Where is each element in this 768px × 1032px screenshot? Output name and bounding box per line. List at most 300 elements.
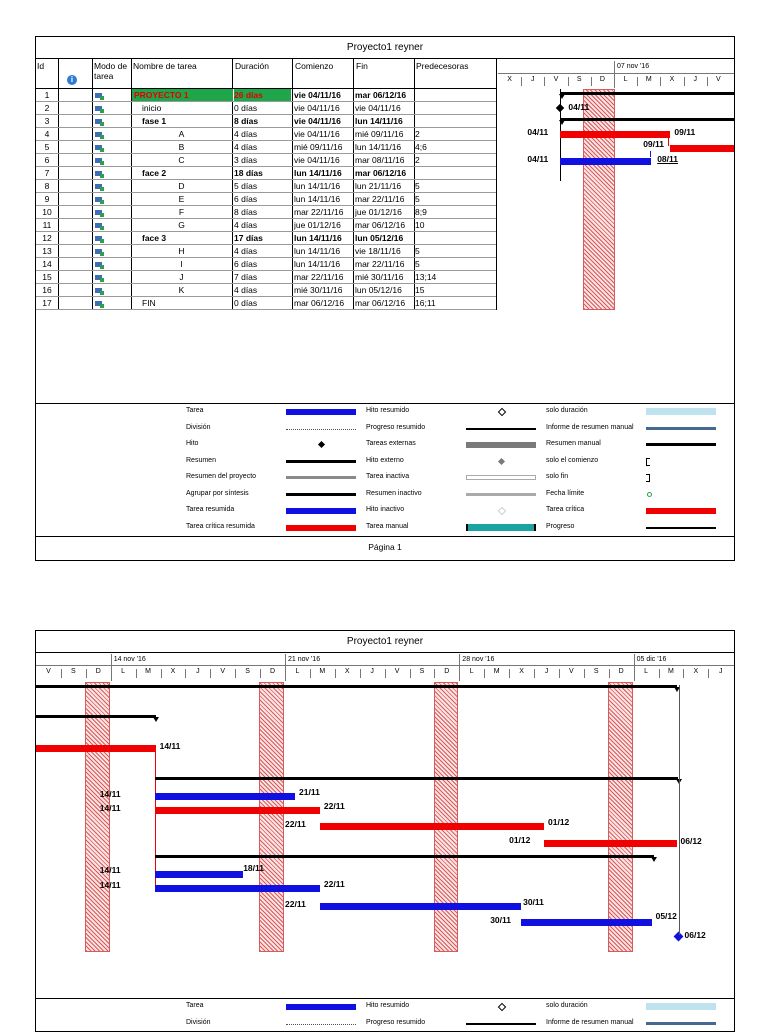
task-start: lun 14/11/16 xyxy=(294,259,341,269)
day-tick xyxy=(310,669,311,678)
legend-label: Resumen manual xyxy=(546,440,601,447)
day-label: S xyxy=(71,668,76,675)
dependency-link xyxy=(668,138,669,146)
legend-label: Tarea crítica resumida xyxy=(186,522,255,530)
day-label: J xyxy=(531,76,535,83)
day-tick xyxy=(684,77,685,86)
task-finish: mar 06/12/16 xyxy=(355,220,406,230)
day-label: X xyxy=(693,668,699,675)
task-duration: 4 días xyxy=(234,142,258,152)
manual-task-icon xyxy=(95,274,104,282)
legend-label: solo duración xyxy=(546,407,588,414)
legend-sample xyxy=(498,408,506,416)
task-finish: mar 08/11/16 xyxy=(355,155,405,165)
day-label: M xyxy=(319,668,326,675)
task-duration: 0 días xyxy=(234,103,258,113)
day-tick xyxy=(235,669,236,678)
task-duration: 0 días xyxy=(234,298,258,308)
bar-date-label: 06/12 xyxy=(680,836,702,846)
task-start: lun 14/11/16 xyxy=(294,181,341,191)
day-label: X xyxy=(669,76,675,83)
day-tick xyxy=(614,77,615,86)
table-row xyxy=(36,284,496,297)
legend-sample xyxy=(466,475,536,480)
legend-sample xyxy=(466,428,536,430)
day-label: V xyxy=(569,668,574,675)
day-label: L xyxy=(295,668,300,675)
day-label: J xyxy=(544,668,549,675)
day-label: J xyxy=(196,668,200,675)
task-predecessors: 5 xyxy=(415,181,420,191)
legend-sample xyxy=(286,429,356,430)
legend-sample xyxy=(286,409,356,415)
day-label: D xyxy=(95,668,101,675)
day-label: V xyxy=(716,76,721,83)
task-start: lun 14/11/16 xyxy=(294,246,341,256)
col-header-duration: Duración xyxy=(235,61,270,71)
table-column-divider xyxy=(496,59,497,310)
timescale-divider xyxy=(36,665,734,666)
task-bar-J xyxy=(320,903,521,910)
legend-sample xyxy=(286,493,356,496)
task-start: mar 22/11/16 xyxy=(294,272,344,282)
day-label: J xyxy=(370,668,374,675)
report-page-1 xyxy=(35,36,735,561)
bar-date-label: 14/11 xyxy=(99,803,121,813)
task-finish: lun 05/12/16 xyxy=(355,233,404,243)
table-row xyxy=(36,258,496,271)
table-row xyxy=(36,115,496,128)
bar-date-label: 30/11 xyxy=(490,915,511,925)
dependency-link xyxy=(155,751,156,887)
legend-label: Tarea inactiva xyxy=(366,473,410,480)
col-header-id: Id xyxy=(37,61,45,71)
phase1-summary-bar xyxy=(560,118,734,121)
day-tick xyxy=(634,669,635,678)
task-duration: 7 días xyxy=(234,272,258,282)
task-name: FIN xyxy=(142,298,156,308)
day-tick xyxy=(185,669,186,678)
task-start: mié 30/11/16 xyxy=(294,285,343,295)
task-name: C xyxy=(178,155,185,165)
task-start: vie 04/11/16 xyxy=(294,90,341,100)
task-bar-K xyxy=(521,919,652,926)
bar-date-label: 04/11 xyxy=(527,154,549,164)
manual-task-icon xyxy=(95,105,104,113)
bar-date-label: 22/11 xyxy=(323,879,345,889)
table-row xyxy=(36,206,496,219)
legend-label: Tarea xyxy=(186,1002,204,1009)
legend-label: solo duración xyxy=(546,1002,588,1009)
day-label: D xyxy=(599,76,605,83)
task-finish: mar 06/12/16 xyxy=(355,90,407,100)
legend-label: Progreso resumido xyxy=(366,1018,426,1026)
legend-label: Tarea resumida xyxy=(186,506,235,513)
day-tick xyxy=(410,669,411,678)
legend-sample xyxy=(646,1003,716,1010)
task-bar-H xyxy=(155,871,244,878)
day-label: M xyxy=(668,668,674,675)
day-tick xyxy=(707,77,708,86)
nonworking-time-shading xyxy=(85,682,110,952)
task-bar-D xyxy=(155,793,295,800)
bar-date-label: 22/11 xyxy=(285,819,306,829)
task-name: fase 1 xyxy=(142,116,167,126)
week-label: 07 nov '16 xyxy=(617,63,650,70)
task-duration: 4 días xyxy=(234,246,258,256)
summary-end-cap xyxy=(153,717,159,722)
task-id: 9 xyxy=(44,194,50,204)
manual-task-icon xyxy=(95,287,104,295)
day-tick xyxy=(335,669,336,678)
day-tick xyxy=(591,77,592,86)
task-id: 3 xyxy=(44,116,50,126)
task-duration: 3 días xyxy=(234,155,258,165)
legend-label: Tarea xyxy=(186,407,204,414)
table-row xyxy=(36,219,496,232)
legend-label: Hito resumido xyxy=(366,1002,410,1009)
day-tick xyxy=(683,669,684,678)
task-finish: vie 04/11/16 xyxy=(355,103,401,113)
phase1-summary-bar xyxy=(36,715,156,718)
day-label: X xyxy=(344,668,350,675)
task-duration: 4 días xyxy=(234,220,258,230)
table-row xyxy=(36,297,496,310)
timescale-divider xyxy=(498,73,734,74)
day-label: S xyxy=(576,76,582,83)
legend-label: División xyxy=(186,423,211,431)
task-id: 13 xyxy=(42,246,52,256)
task-name: inicio xyxy=(142,103,162,113)
milestone-diamond xyxy=(556,104,564,112)
day-tick xyxy=(360,669,361,678)
day-label: V xyxy=(46,668,51,675)
task-name: K xyxy=(178,285,185,295)
day-tick xyxy=(459,669,460,678)
legend-label: Hito resumido xyxy=(366,407,410,414)
table-row xyxy=(36,102,496,115)
manual-task-icon xyxy=(95,235,104,243)
task-start: vie 04/11/16 xyxy=(294,129,340,139)
day-label: V xyxy=(553,76,559,83)
day-tick xyxy=(161,669,162,678)
day-tick xyxy=(285,669,286,678)
legend-sample xyxy=(498,507,506,515)
project-summary-bar xyxy=(36,685,677,688)
report-title: Proyecto1 reyner xyxy=(346,42,424,53)
bar-date-label: 14/11 xyxy=(159,741,181,751)
task-start: jue 01/12/16 xyxy=(294,220,341,230)
task-name: B xyxy=(178,142,185,152)
page-footer: Página 1 xyxy=(368,542,402,552)
day-tick xyxy=(609,669,610,678)
task-id: 4 xyxy=(44,129,50,139)
manual-task-icon xyxy=(95,222,104,230)
task-start: lun 14/11/16 xyxy=(294,194,341,204)
col-header-start: Comienzo xyxy=(295,61,334,71)
phase2-summary-bar xyxy=(155,777,679,780)
table-row xyxy=(36,154,496,167)
task-name: I xyxy=(180,259,183,269)
critical-task-bar-G xyxy=(544,840,677,847)
task-finish: mié 09/11/16 xyxy=(355,129,404,139)
task-id: 12 xyxy=(42,233,52,243)
legend-sample xyxy=(646,508,716,514)
legend-sample xyxy=(646,1022,716,1025)
task-finish: mar 22/11/16 xyxy=(355,194,405,204)
day-tick xyxy=(509,669,510,678)
task-predecessors: 10 xyxy=(415,220,425,230)
bar-date-label: 04/11 xyxy=(527,127,549,137)
legend-sample xyxy=(498,457,505,464)
task-id: 17 xyxy=(42,298,52,308)
bar-date-label: 14/11 xyxy=(99,865,121,875)
task-duration: 6 días xyxy=(234,194,258,204)
bar-date-label: 09/11 xyxy=(674,127,696,137)
task-id: 6 xyxy=(44,155,50,165)
col-header-mode: Modo de tarea xyxy=(94,61,128,81)
task-duration: 8 días xyxy=(234,207,258,217)
table-row xyxy=(36,128,496,141)
task-predecessors: 5 xyxy=(415,194,420,204)
legend-label: Fecha límite xyxy=(546,489,585,497)
week-label: 05 dic '16 xyxy=(636,656,667,663)
day-label: D xyxy=(618,668,624,675)
week-label: 14 nov '16 xyxy=(113,656,146,663)
day-tick xyxy=(521,77,522,86)
bar-date-label: 14/11 xyxy=(99,880,121,890)
task-start: vie 04/11/16 xyxy=(294,116,341,126)
report-title-2: Proyecto1 reyner xyxy=(346,636,424,647)
task-finish: mié 30/11/16 xyxy=(355,272,404,282)
task-predecessors: 2 xyxy=(415,129,420,139)
day-tick xyxy=(111,669,112,678)
day-tick xyxy=(559,669,560,678)
task-finish: vie 18/11/16 xyxy=(355,246,401,256)
day-label: D xyxy=(444,668,450,675)
day-label: S xyxy=(419,668,425,675)
day-tick xyxy=(637,77,638,86)
task-name: D xyxy=(178,181,185,191)
bar-date-label: 22/11 xyxy=(285,899,306,909)
task-duration: 5 días xyxy=(234,181,258,191)
legend-label: Informe de resumen manual xyxy=(546,1018,634,1026)
task-bar-C xyxy=(560,158,651,165)
dependency-link xyxy=(650,151,651,157)
task-duration: 26 días xyxy=(234,89,291,101)
row-divider xyxy=(36,309,496,310)
task-id: 8 xyxy=(44,181,50,191)
legend-sample xyxy=(646,458,650,466)
task-start: vie 04/11/16 xyxy=(294,103,340,113)
legend-label: Agrupar por síntesis xyxy=(186,489,249,497)
day-label: S xyxy=(245,668,250,675)
task-duration: 8 días xyxy=(234,116,259,126)
day-tick xyxy=(136,669,137,678)
task-finish: lun 05/12/16 xyxy=(355,285,402,295)
day-tick xyxy=(660,77,661,86)
manual-task-icon xyxy=(95,261,104,269)
report-page-2 xyxy=(35,630,735,1032)
week-label: 21 nov '16 xyxy=(288,656,321,663)
day-label: L xyxy=(623,76,628,83)
manual-task-icon xyxy=(95,183,104,191)
legend-label: Informe de resumen manual xyxy=(546,423,634,431)
day-label: L xyxy=(644,668,648,675)
task-name: J xyxy=(179,272,184,282)
task-start: vie 04/11/16 xyxy=(294,155,340,165)
day-tick xyxy=(61,669,62,678)
legend-label: Resumen del proyecto xyxy=(186,473,257,480)
task-predecessors: 8;9 xyxy=(415,207,427,217)
day-label: M xyxy=(645,76,652,83)
task-finish: lun 21/11/16 xyxy=(355,181,402,191)
table-row xyxy=(36,232,496,245)
task-predecessors: 4;6 xyxy=(415,142,427,152)
task-duration: 4 días xyxy=(234,129,258,139)
manual-task-icon xyxy=(95,131,104,139)
legend-sample xyxy=(647,492,652,497)
day-label: S xyxy=(593,668,599,675)
task-id: 2 xyxy=(44,103,50,113)
legend-label: División xyxy=(186,1018,211,1026)
legend-sample xyxy=(286,1004,356,1010)
task-start: mié 09/11/16 xyxy=(294,142,343,152)
task-finish: lun 14/11/16 xyxy=(355,116,403,126)
project-finish-line xyxy=(679,685,680,935)
page-title-2 xyxy=(36,631,734,653)
manual-task-icon xyxy=(95,144,104,152)
day-label: M xyxy=(145,668,151,675)
legend-sample xyxy=(286,525,356,531)
bar-date-label: 01/12 xyxy=(509,835,531,845)
manual-task-icon xyxy=(95,157,104,165)
legend-label: Progreso resumido xyxy=(366,423,426,431)
table-row xyxy=(36,193,496,206)
day-label: L xyxy=(121,668,126,675)
critical-task-bar-A xyxy=(560,131,670,138)
legend-label: solo fin xyxy=(546,473,569,480)
legend-sample xyxy=(646,474,650,482)
day-tick xyxy=(568,77,569,86)
day-label: D xyxy=(270,668,276,675)
legend-sample xyxy=(646,527,716,529)
legend-sample xyxy=(286,476,356,479)
task-predecessors: 5 xyxy=(415,259,420,269)
table-row xyxy=(36,245,496,258)
phase3-summary-bar xyxy=(155,855,654,858)
task-predecessors: 15 xyxy=(415,285,425,295)
task-name: face 3 xyxy=(142,233,167,243)
critical-task-bar-B xyxy=(670,145,734,152)
task-predecessors: 13;14 xyxy=(415,272,437,282)
task-id: 11 xyxy=(42,220,52,230)
manual-task-icon xyxy=(95,118,104,126)
bar-date-label: 30/11 xyxy=(523,897,544,907)
table-row xyxy=(36,141,496,154)
legend-sample xyxy=(318,441,325,448)
task-name: E xyxy=(178,194,185,204)
day-label: V xyxy=(220,668,226,675)
day-tick xyxy=(484,669,485,678)
legend-sample xyxy=(466,493,536,496)
bar-date-label: 21/11 xyxy=(299,787,320,797)
day-tick xyxy=(534,669,535,678)
day-tick xyxy=(584,669,585,678)
task-duration: 6 días xyxy=(234,259,258,269)
task-name: H xyxy=(178,246,185,256)
manual-task-icon xyxy=(95,209,104,217)
summary-start-cap xyxy=(559,94,565,99)
bar-date-label: 14/11 xyxy=(99,789,121,799)
nonworking-time-shading xyxy=(434,682,459,952)
task-name: F xyxy=(178,207,185,217)
legend-sample xyxy=(646,427,716,430)
task-duration: 4 días xyxy=(234,285,258,295)
task-start: mar 22/11/16 xyxy=(294,207,344,217)
table-row xyxy=(36,89,496,102)
nonworking-time-shading xyxy=(608,682,633,952)
manual-task-icon xyxy=(95,248,104,256)
bar-date-label: 01/12 xyxy=(548,817,570,827)
day-tick xyxy=(659,669,660,678)
task-id: 14 xyxy=(42,259,52,269)
bar-date-label: 04/11 xyxy=(568,102,590,112)
task-id: 7 xyxy=(44,168,50,178)
critical-task-bar-E xyxy=(155,807,320,814)
legend-label: Hito inactivo xyxy=(366,506,405,513)
bar-date-label: 08/11 xyxy=(657,154,678,164)
task-id: 10 xyxy=(42,207,52,217)
day-label: X xyxy=(519,668,524,675)
legend-label: Tarea crítica xyxy=(546,506,585,513)
table-row xyxy=(36,167,496,180)
legend-label: Hito externo xyxy=(366,456,404,464)
nonworking-time-shading xyxy=(583,89,615,310)
manual-task-icon xyxy=(95,170,104,178)
day-label: X xyxy=(170,668,176,675)
critical-task-bar-B xyxy=(36,745,156,752)
task-finish: mar 06/12/16 xyxy=(355,298,406,308)
task-finish: jue 01/12/16 xyxy=(355,207,402,217)
task-predecessors: 5 xyxy=(415,246,420,256)
table-row xyxy=(36,180,496,193)
day-label: V xyxy=(394,668,400,675)
task-id: 1 xyxy=(44,90,50,100)
task-name: face 2 xyxy=(142,168,167,178)
bar-date-label: 22/11 xyxy=(323,801,345,811)
legend-sample xyxy=(646,443,716,446)
day-tick xyxy=(434,669,435,678)
bar-date-label: 06/12 xyxy=(684,930,706,940)
day-tick xyxy=(544,77,545,86)
legend-sample xyxy=(466,442,536,448)
manual-task-icon xyxy=(95,196,104,204)
legend-sample xyxy=(286,508,356,514)
day-label: J xyxy=(718,668,723,675)
bar-date-label: 05/12 xyxy=(655,911,677,921)
task-predecessors: 2 xyxy=(415,155,420,165)
legend-label: Resumen xyxy=(186,456,216,464)
legend-label: Tareas externas xyxy=(366,440,416,447)
info-icon: i xyxy=(67,75,77,85)
legend-label: solo el comienzo xyxy=(546,456,599,464)
day-tick xyxy=(260,669,261,678)
summary-end-cap xyxy=(651,857,657,862)
day-label: J xyxy=(693,76,697,83)
task-start: mar 06/12/16 xyxy=(294,298,345,308)
col-header-finish: Fin xyxy=(356,61,368,71)
